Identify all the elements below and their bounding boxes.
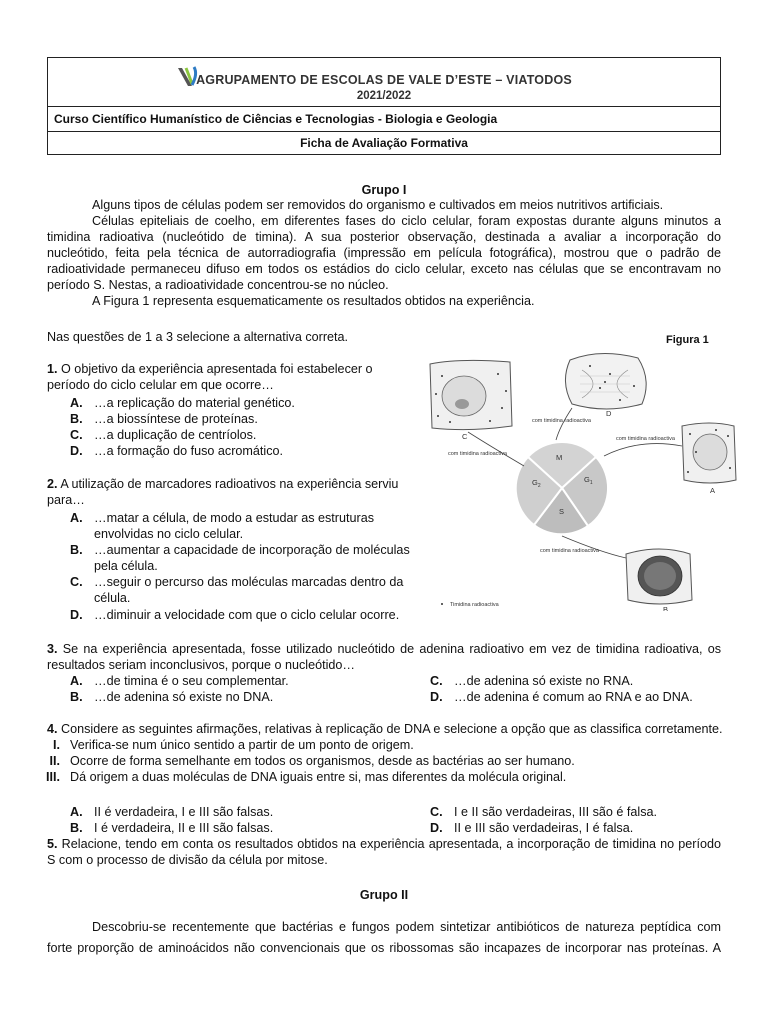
question-text: para… xyxy=(47,493,85,507)
question-1 xyxy=(47,362,373,378)
group2-title: Grupo II xyxy=(359,888,409,902)
option-a[interactable]: A. …de timina é o seu complementar. xyxy=(70,674,289,688)
statement-i: I. Verifica-se num único sentido a partir de um ponto de origem. xyxy=(53,738,414,752)
question-3 xyxy=(47,642,721,658)
option-d[interactable]: D. …a formação do fuso acromático. xyxy=(70,444,283,458)
segment-s-label: S xyxy=(559,507,565,516)
group2-text: forte proporção de aminoácidos não convencionais que os ribossomas são incapazes de incorporar nas proteínas. A xyxy=(47,941,721,955)
cell-b-label: B xyxy=(663,605,669,611)
cell-cycle-pie xyxy=(516,442,608,534)
option-b[interactable]: B. …de adenina só existe no DNA. xyxy=(70,690,274,704)
question-2 xyxy=(47,477,398,493)
figure-1-diagram xyxy=(420,346,738,611)
intro-line: A Figura 1 representa esquematicamente os resultados obtidos na experiência. xyxy=(92,294,535,308)
option-d[interactable]: D. …de adenina é comum ao RNA e ao DNA. xyxy=(430,690,693,704)
cell-b xyxy=(626,549,692,611)
segment-g1-label: $G_1$ xyxy=(584,475,593,486)
question-text: Considere as seguintes afirmações, relativas à replicação de DNA e selecione a opção que as classifica corretamente. xyxy=(61,722,723,736)
legend-label: Timidina radioactiva xyxy=(450,602,499,608)
option-a[interactable]: A. II é verdadeira, I e III são falsas. xyxy=(70,805,274,819)
option-d[interactable]: D. II e III são verdadeiras, I é falsa. xyxy=(430,821,634,835)
arrow-label: com timidina radioactiva xyxy=(540,548,599,554)
option-c-cont: célula. xyxy=(94,591,131,605)
cell-d-label: D xyxy=(606,409,612,418)
school-year: 2021/2022 xyxy=(356,90,412,102)
group2-text: Descobriu-se recentemente que bactérias e fungos podem sintetizar antibióticos de natureza peptídica com xyxy=(92,920,721,934)
option-a[interactable]: A. …a replicação do material genético. xyxy=(70,396,295,410)
question-text: período do ciclo celular em que ocorre… xyxy=(47,378,274,392)
intro-line: radioatividade permaneceu difuso em todos os estádios do ciclo celular, exceto nas células que se encontravam no xyxy=(47,262,721,276)
cell-c xyxy=(430,360,512,441)
cell-d xyxy=(565,353,646,418)
question-4 xyxy=(47,722,723,738)
option-b[interactable]: B. I é verdadeira, II e III são falsas. xyxy=(70,821,274,835)
intro-line: timidina radioativa (nucleótido de timina). A sua posterior observação, destinada a avaliar a incorporação do xyxy=(47,230,721,244)
legend-dot-icon xyxy=(441,603,443,605)
question-text: A utilização de marcadores radioativos na experiência serviu xyxy=(60,477,399,491)
statement-ii: II. Ocorre de forma semelhante em todos os organismos, desde as bactérias ao ser humano. xyxy=(49,754,575,768)
question-number: 3. xyxy=(47,642,58,656)
sheet-title: Ficha de Avaliação Formativa xyxy=(300,136,468,150)
option-a-cont: envolvidas no ciclo celular. xyxy=(94,527,244,541)
option-b[interactable]: B. …aumentar a capacidade de incorporação de moléculas xyxy=(70,543,410,557)
cell-a-label: A xyxy=(710,486,716,495)
document-header xyxy=(47,57,721,155)
segment-m-label: M xyxy=(556,453,563,462)
cell-a xyxy=(682,423,736,495)
instruction: Nas questões de 1 a 3 selecione a alternativa correta. xyxy=(47,330,349,344)
school-name: AGRUPAMENTO DE ESCOLAS DE VALE D’ESTE – VIATODOS xyxy=(196,73,572,87)
statement-iii: III. Dá origem a duas moléculas de DNA iguais entre si, mas diferentes da molécula original. xyxy=(46,770,567,784)
arrow-label: com timidina radioactiva xyxy=(448,451,507,457)
option-b[interactable]: B. …a biossíntese de proteínas. xyxy=(70,412,258,426)
arrow-label: com timidina radioactiva xyxy=(532,418,591,424)
intro-line: nucleótido, feita pela técnica de autorradiografia (impressão em película fotográfica), mostrou que o padrão de xyxy=(47,246,721,260)
question-5 xyxy=(47,837,721,853)
question-text: resultados seriam inconclusivos, porque o nucleótido… xyxy=(47,658,356,672)
question-number: 4. xyxy=(47,722,58,736)
question-number: 2. xyxy=(47,477,58,491)
school-header-row xyxy=(48,58,720,107)
intro-line: período S. Nestas, a radioatividade concentrou-se no núcleo. xyxy=(47,278,389,292)
question-text: Se na experiência apresentada, fosse utilizado nucleótido de adenina radioativo em vez de timidina radioativa, os xyxy=(62,642,722,656)
option-d[interactable]: D. …diminuir a velocidade com que o ciclo celular ocorre. xyxy=(70,608,400,622)
question-text: Relacione, tendo em conta os resultados obtidos na experiência apresentada, a incorporação de timidina no período xyxy=(61,837,722,851)
segment-g2-label: $G_2$ xyxy=(532,478,541,489)
option-c[interactable]: C. …a duplicação de centríolos. xyxy=(70,428,257,442)
question-text: S com o processo de divisão da célula por mitose. xyxy=(47,853,328,867)
question-number: 5. xyxy=(47,837,58,851)
option-c[interactable]: C. …seguir o percurso das moléculas marcadas dentro da xyxy=(70,575,404,589)
option-c[interactable]: C. …de adenina só existe no RNA. xyxy=(430,674,634,688)
cell-c-label: C xyxy=(462,432,468,441)
option-b-cont: pela célula. xyxy=(94,559,158,573)
arrow-label: com timidina radioactiva xyxy=(616,436,675,442)
option-a[interactable]: A. …matar a célula, de modo a estudar as estruturas xyxy=(70,511,375,525)
option-c[interactable]: C. I e II são verdadeiras, III são é falsa. xyxy=(430,805,658,819)
group1-title: Grupo I xyxy=(361,183,407,197)
question-number: 1. xyxy=(47,362,58,376)
intro-line: Alguns tipos de células podem ser removidos do organismo e cultivados em meios nutritivos artificiais. xyxy=(92,198,664,212)
figure-title: Figura 1 xyxy=(666,334,709,346)
course-name: Curso Científico Humanístico de Ciências e Tecnologias - Biologia e Geologia xyxy=(48,107,720,132)
intro-line: Células epiteliais de coelho, em diferentes fases do ciclo celular, foram expostas durante alguns minutos a xyxy=(92,214,721,228)
question-text: O objetivo da experiência apresentada foi estabelecer o xyxy=(61,362,373,376)
